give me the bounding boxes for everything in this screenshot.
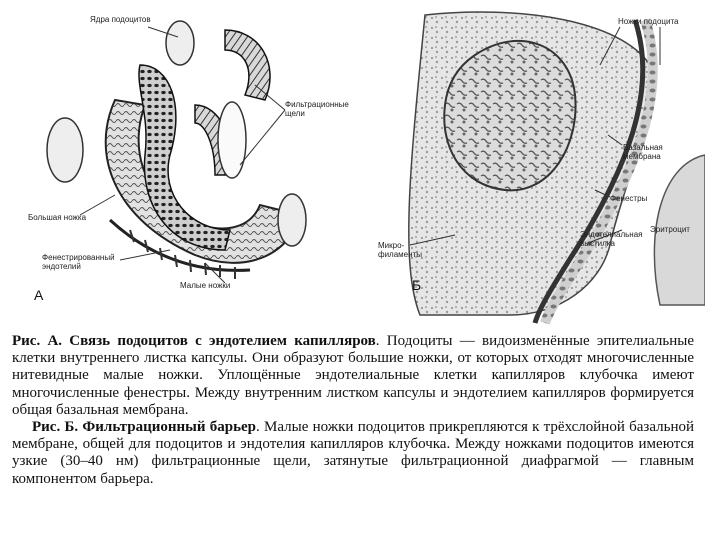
label-microfilaments: Микро- филаменты: [378, 241, 422, 259]
label-fenestrated-endothelium: Фенестрированный эндотелий: [42, 253, 115, 271]
caption-b-title: Рис. Б. Фильтрационный барьер: [32, 419, 257, 436]
figure-b: [360, 5, 705, 325]
label-big-foot: Большая ножка: [28, 213, 87, 222]
panel-letter-a: А: [34, 287, 44, 303]
label-podocyte-nuclei: Ядра подоцитов: [90, 15, 151, 24]
panel-letter-b: Б: [412, 277, 422, 293]
label-fenestrae: Фенестры: [610, 194, 648, 203]
caption-a-title: Рис. А. Связь подоцитов с эндотелием капилляров: [12, 333, 376, 349]
caption-a-paragraph: [12, 333, 694, 419]
figure-a: [20, 5, 349, 310]
label-filtration-slits: Фильтрационные щели: [285, 100, 349, 118]
caption-a-text: . Подоциты — видоизменённые эпителиальные клетки внутреннего листка капсулы. Они образуют большие ножки, от которых отходят многочисленные нитевидные малые ножки. Уплощённые эндотелиальные клетки капилляров клубочка имеют многочисленные фенестры. Между внутренним листком капсулы и эндотелием капилляров формируется общая базальная мембрана.: [12, 333, 694, 418]
label-erythrocyte: Эритроцит: [650, 225, 690, 234]
figure-caption: [12, 333, 694, 488]
label-endothelial-layer: Эндотелиальная выстилка: [580, 230, 643, 248]
label-small-feet: Малые ножки: [180, 281, 231, 290]
label-podocyte-feet: Ножки подоцита: [618, 17, 679, 26]
label-basal-membrane: Базальная мембрана: [623, 143, 663, 161]
caption-b-text: . Малые ножки подоцитов прикрепляются к трёхслойной базальной мембране, общей для подоцитов и эндотелия капилляров клубочка. Между ножками подоцитов имеются узкие (30–40 нм) фильтрационные щели, затянутые фильтрационной диафрагмой — главным компонентом барьера.: [12, 419, 695, 487]
caption-b-paragraph: [12, 419, 694, 488]
